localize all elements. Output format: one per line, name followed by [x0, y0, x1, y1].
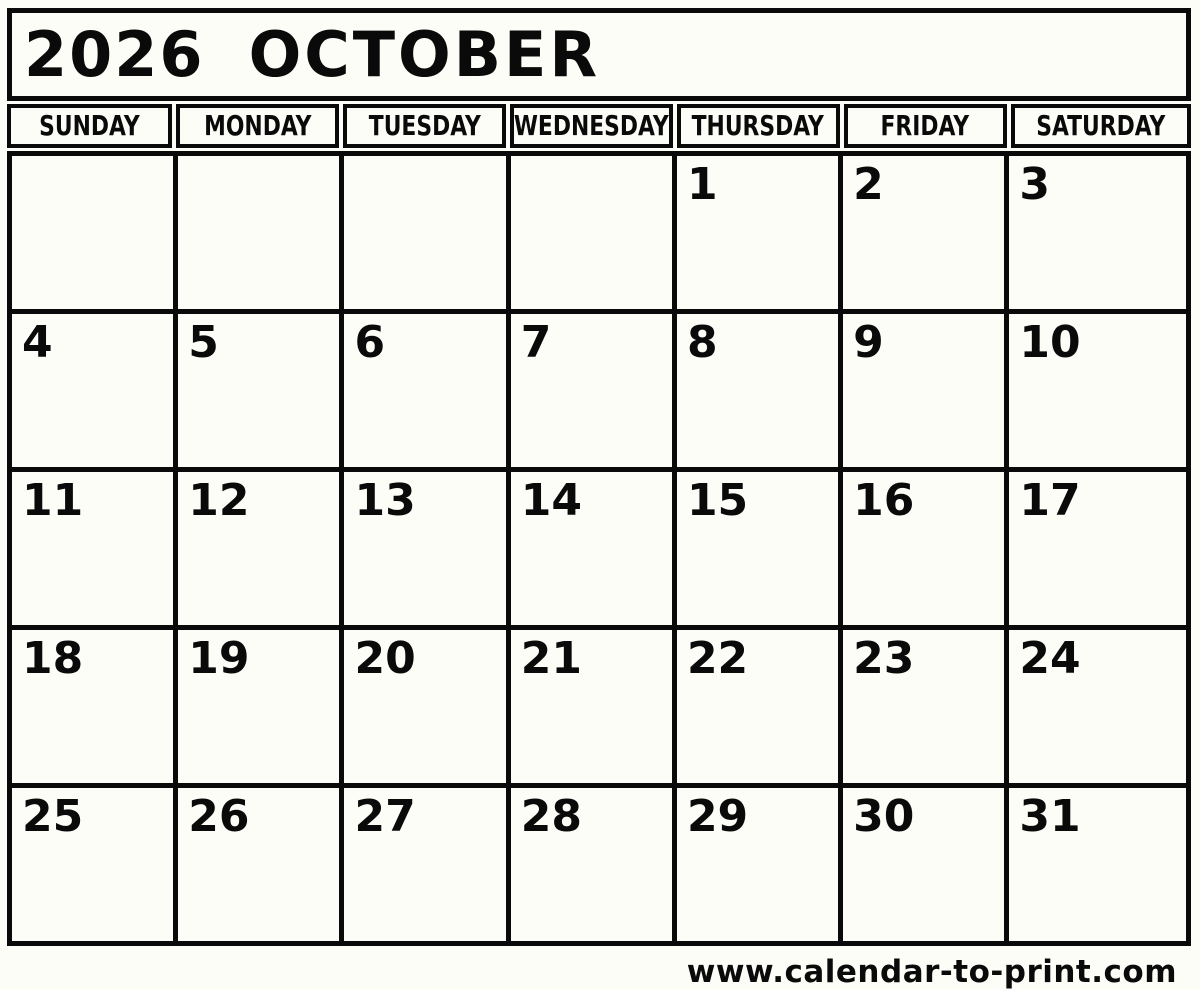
day-cell: 17	[1007, 470, 1189, 628]
day-cell: 30	[841, 786, 1007, 944]
weekday-header-saturday	[1011, 104, 1191, 148]
weekday-header-sunday	[7, 104, 172, 148]
weekday-header-wednesday	[510, 104, 673, 148]
day-cell: 6	[342, 312, 508, 470]
day-cell: 28	[508, 786, 674, 944]
day-cell: 4	[10, 312, 176, 470]
day-cell: 2	[841, 154, 1007, 312]
day-cell: 22	[674, 628, 840, 786]
day-cell: 31	[1007, 786, 1189, 944]
day-cell: 23	[841, 628, 1007, 786]
weekday-label: FRIDAY	[880, 109, 970, 142]
day-cell: 13	[342, 470, 508, 628]
day-cell: 29	[674, 786, 840, 944]
week-row	[10, 470, 1189, 628]
day-cell: 27	[342, 786, 508, 944]
day-cell	[176, 154, 342, 312]
weekday-label: SUNDAY	[39, 109, 140, 142]
weekday-header-row	[7, 104, 1191, 148]
day-cell: 10	[1007, 312, 1189, 470]
day-cell	[508, 154, 674, 312]
weekday-label: TUESDAY	[368, 109, 481, 142]
calendar-title	[7, 8, 1191, 101]
day-cell: 26	[176, 786, 342, 944]
weekday-label: THURSDAY	[692, 109, 825, 142]
week-row	[10, 628, 1189, 786]
day-cell: 1	[674, 154, 840, 312]
day-cell: 8	[674, 312, 840, 470]
calendar-year: 2026	[24, 17, 205, 91]
calendar	[7, 8, 1191, 990]
day-cell: 16	[841, 470, 1007, 628]
weekday-header-tuesday	[343, 104, 506, 148]
day-cell	[10, 154, 176, 312]
day-cell: 21	[508, 628, 674, 786]
day-cell: 25	[10, 786, 176, 944]
weekday-header-monday	[176, 104, 339, 148]
footer	[7, 954, 1191, 990]
calendar-grid	[7, 151, 1191, 946]
day-cell: 11	[10, 470, 176, 628]
calendar-month: OCTOBER	[248, 17, 601, 91]
day-cell: 5	[176, 312, 342, 470]
day-cell: 9	[841, 312, 1007, 470]
day-cell	[342, 154, 508, 312]
week-row	[10, 154, 1189, 312]
weekday-label: WEDNESDAY	[513, 109, 669, 142]
weekday-header-friday	[844, 104, 1007, 148]
day-cell: 7	[508, 312, 674, 470]
weekday-label: MONDAY	[203, 109, 312, 142]
weekday-label: SATURDAY	[1036, 109, 1166, 142]
day-cell: 3	[1007, 154, 1189, 312]
week-row	[10, 312, 1189, 470]
day-cell: 12	[176, 470, 342, 628]
day-cell: 24	[1007, 628, 1189, 786]
website-url: www.calendar-to-print.com	[686, 954, 1177, 990]
day-cell: 20	[342, 628, 508, 786]
day-cell: 19	[176, 628, 342, 786]
day-cell: 18	[10, 628, 176, 786]
day-cell: 14	[508, 470, 674, 628]
weekday-header-thursday	[677, 104, 840, 148]
day-cell: 15	[674, 470, 840, 628]
week-row	[10, 786, 1189, 944]
